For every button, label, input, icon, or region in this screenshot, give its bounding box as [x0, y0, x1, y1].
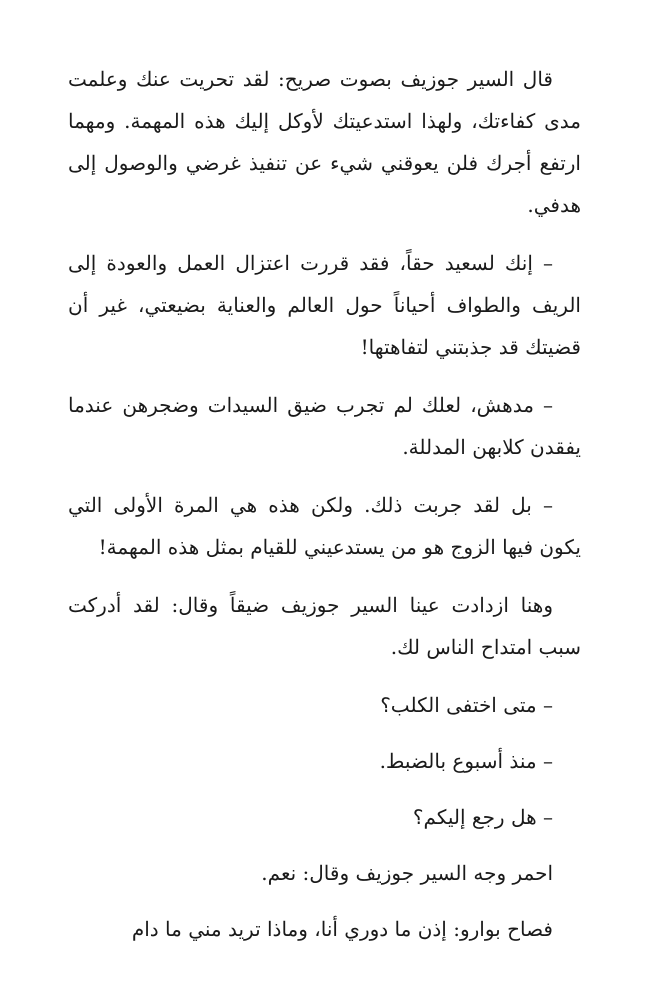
paragraph-joseph-praise: وهنا ازدادت عينا السير جوزيف ضيقاً وقال: لقد أدركت سبب امتداح الناس لك. — [68, 593, 581, 659]
paragraph-poirot-reply: – إنك لسعيد حقاً، فقد قررت اعتزال العمل والعودة إلى الريف والطواف أحياناً حول العالم والعناية بضيعتي، غير أن قضيتك قد جذبتني لتفاهتها! — [68, 251, 581, 359]
paragraph-first-time-husband: – بل لقد جربت ذلك. ولكن هذه هي المرة الأولى التي يكون فيها الزوج هو من يستدعيني للقيام بمثل هذه المهمة! — [68, 493, 581, 559]
paragraph-joseph-yes: احمر وجه السير جوزيف وقال: نعم. — [261, 861, 553, 885]
paragraph-poirot-exclaims: فصاح بوارو: إذن ما دوري أنا، وماذا تريد مني ما دام — [131, 917, 553, 941]
paragraph-when-dog-vanished: – متى اختفى الكلب؟ — [380, 693, 553, 717]
paragraph-sir-joseph-intro: قال السير جوزيف بصوت صريح: لقد تحريت عنك وعلمت مدى كفاءتك، ولهذا استدعيتك لأوكل إليك هذه المهمة. ومهما ارتفع أجرك فلن يعوقني شيء عن تنفيذ غرضي والوصول إلى هدفي. — [68, 67, 581, 217]
paragraph-one-week: – منذ أسبوع بالضبط. — [379, 749, 553, 773]
paragraph-ladies-dogs: – مدهش، لعلك لم تجرب ضيق السيدات وضجرهن عندما يفقدن كلابهن المدللة. — [68, 393, 581, 459]
paragraph-did-it-return: – هل رجع إليكم؟ — [412, 805, 553, 829]
